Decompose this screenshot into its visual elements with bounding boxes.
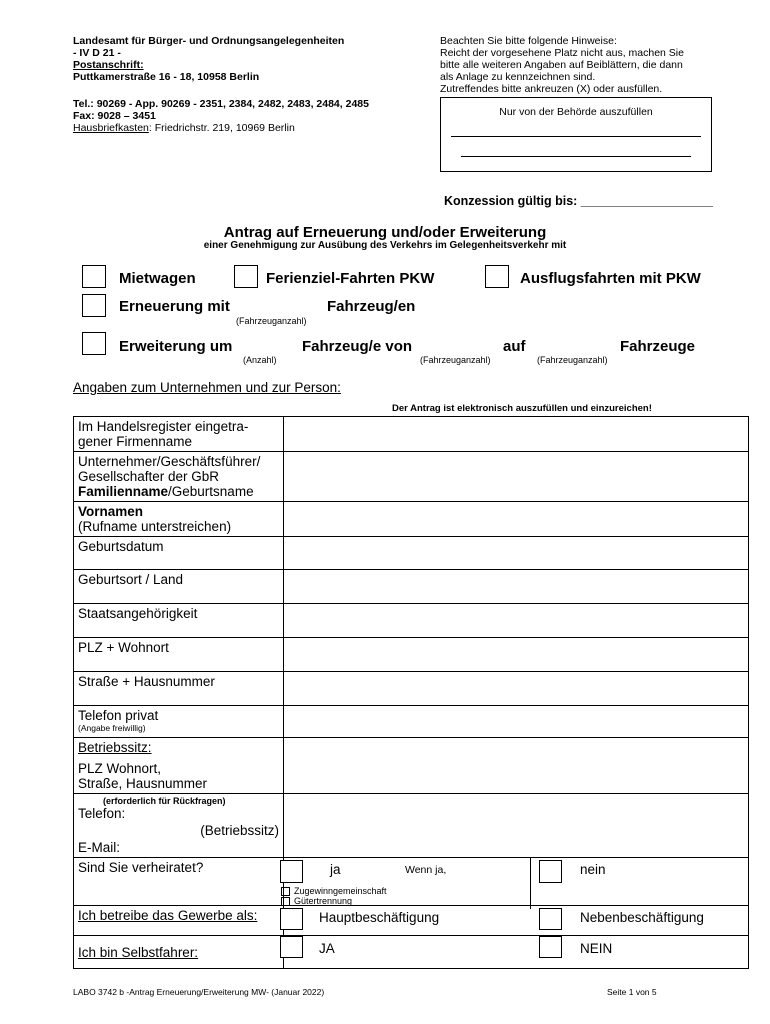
postal-address: Puttkamerstraße 16 - 18, 10958 Berlin: [73, 71, 260, 83]
zugewinn-label: Zugewinngemeinschaft: [294, 886, 387, 896]
guetertrennung-checkbox[interactable]: [281, 897, 290, 906]
telephone-line: Tel.: 90269 - App. 90269 - 2351, 2384, 2482, 2483, 2484, 2485: [73, 98, 369, 110]
notes-line: Beachten Sie bitte folgende Hinweise:: [440, 35, 617, 47]
mailbox-address: : Friedrichstr. 219, 10969 Berlin: [148, 122, 295, 134]
erweiterung-from: Fahrzeug/e von: [302, 338, 413, 355]
married-no-checkbox[interactable]: [539, 860, 562, 883]
fahrzeuganzahl-hint: (Fahrzeuganzahl): [537, 355, 608, 365]
erweiterung-label: Erweiterung um: [119, 338, 233, 355]
nationality-label: Staatsangehörigkeit: [74, 604, 284, 638]
applicant-form-table: [73, 416, 749, 969]
authority-box-line: [451, 136, 701, 137]
fax-line: Fax: 9028 – 3451: [73, 110, 156, 122]
authority-department: - IV D 21 -: [73, 47, 121, 59]
betriebssitz-hint: (Betriebssitz): [200, 823, 279, 838]
married-no-label: nein: [580, 862, 606, 877]
business-seat-plz: PLZ Wohnort,: [78, 761, 162, 776]
table-row: [74, 706, 749, 738]
side-occupation-label: Nebenbeschäftigung: [580, 910, 704, 925]
erneuerung-label: Erneuerung mit: [119, 298, 230, 315]
erneuerung-checkbox[interactable]: [82, 294, 106, 317]
self-driver-options: [284, 936, 749, 969]
ferienziel-checkbox[interactable]: [234, 265, 258, 288]
birth-date-label: Geburtsdatum: [74, 537, 284, 570]
firm-name-label: Im Handelsregister eingetra-gener Firmenname: [74, 417, 284, 452]
geburtsname-text: /Geburtsname: [168, 484, 254, 499]
phone-private-hint: (Angabe freiwillig): [78, 723, 146, 733]
business-seat-field[interactable]: [284, 738, 749, 794]
erneuerung-hint: (Fahrzeuganzahl): [236, 316, 307, 326]
footer-form-id: LABO 3742 b -Antrag Erneuerung/Erweiterung MW- (Januar 2022): [73, 987, 325, 997]
familienname-strong: Familienname: [78, 484, 169, 499]
postal-label: Postanschrift:: [73, 59, 144, 71]
table-row: [74, 537, 749, 570]
mailbox-label: Hausbriefkasten: [73, 122, 149, 134]
self-driver-label: Ich bin Selbstfahrer:: [74, 936, 284, 969]
street-label: Straße + Hausnummer: [74, 672, 284, 706]
mietwagen-checkbox[interactable]: [82, 265, 106, 288]
rueckfragen-hint: (erforderlich für Rückfragen): [103, 796, 226, 806]
phone-private-text: Telefon privat: [78, 708, 159, 723]
birth-date-field[interactable]: [284, 537, 749, 570]
authority-box-title: Nur von der Behörde auszufüllen: [499, 106, 653, 118]
married-divider: [530, 857, 531, 909]
trade-label: Ich betreibe das Gewerbe als:: [74, 906, 284, 936]
self-driver-no-label: NEIN: [580, 941, 613, 956]
mailbox-line: [73, 122, 295, 134]
unternehmer-text: Unternehmer/Geschäftsführer/: [78, 454, 261, 469]
nationality-field[interactable]: [284, 604, 749, 638]
table-row: [74, 936, 749, 969]
notes-line: Reicht der vorgesehene Platz nicht aus, machen Sie: [440, 47, 684, 59]
email-text: E-Mail:: [78, 840, 121, 855]
birth-place-field[interactable]: [284, 570, 749, 604]
table-row: [74, 570, 749, 604]
form-title: Antrag auf Erneuerung und/oder Erweiterung: [223, 224, 547, 241]
ferienziel-label: Ferienziel-Fahrten PKW: [266, 270, 435, 287]
concession-valid-until: Konzession gültig bis: ___________________: [444, 194, 713, 208]
table-row: [74, 452, 749, 502]
notes-line: bitte alle weiteren Angaben auf Beiblättern, die dann: [440, 59, 683, 71]
table-row: [74, 794, 749, 858]
phone-private-field[interactable]: [284, 706, 749, 738]
rufname-hint: (Rufname unterstreichen): [78, 519, 232, 534]
ausflug-label: Ausflugsfahrten mit PKW: [520, 270, 701, 287]
notes: [440, 35, 720, 95]
married-options: [284, 858, 749, 906]
birth-place-label: Geburtsort / Land: [74, 570, 284, 604]
firm-name-field[interactable]: [284, 417, 749, 452]
erweiterung-to: auf: [503, 338, 526, 355]
married-yes-checkbox[interactable]: [280, 860, 303, 883]
erweiterung-unit: Fahrzeuge: [620, 338, 696, 355]
table-row: [74, 638, 749, 672]
main-occupation-checkbox[interactable]: [280, 908, 303, 930]
table-row: [74, 502, 749, 537]
self-driver-no-checkbox[interactable]: [539, 936, 562, 958]
business-seat-heading: Betriebssitz:: [78, 740, 152, 755]
ausflug-checkbox[interactable]: [485, 265, 509, 288]
fahrzeuganzahl-hint: (Fahrzeuganzahl): [420, 355, 491, 365]
authority-box-line: [461, 156, 691, 157]
notes-line: als Anlage zu kennzeichnen sind.: [440, 71, 596, 83]
contact-field[interactable]: [284, 794, 749, 858]
erweiterung-checkbox[interactable]: [82, 332, 106, 355]
first-names-label: [74, 502, 284, 537]
contact-label: [74, 794, 284, 858]
form-subtitle: einer Genehmigung zur Ausübung des Verkehrs im Gelegenheitsverkehr mit: [203, 240, 567, 251]
table-row: [74, 604, 749, 638]
vornamen-text: Vornamen: [78, 504, 144, 519]
telefon-text: Telefon:: [78, 806, 126, 821]
familienname-text: [78, 484, 279, 499]
main-occupation-label: Hauptbeschäftigung: [319, 910, 440, 925]
if-yes-label: Wenn ja,: [405, 864, 447, 876]
zugewinn-checkbox[interactable]: [281, 887, 290, 896]
erneuerung-unit: Fahrzeug/en: [327, 298, 416, 315]
zip-city-field[interactable]: [284, 638, 749, 672]
gesellschafter-text: Gesellschafter der GbR: [78, 469, 220, 484]
self-driver-yes-label: JA: [319, 941, 335, 956]
table-row: [74, 417, 749, 452]
street-field[interactable]: [284, 672, 749, 706]
zip-city-label: PLZ + Wohnort: [74, 638, 284, 672]
footer-page-number: Seite 1 von 5: [607, 987, 657, 997]
authority-name: Landesamt für Bürger- und Ordnungsangelegenheiten: [73, 35, 345, 47]
guetertrennung-label: Gütertrennung: [294, 896, 353, 906]
business-seat-label: [74, 738, 284, 794]
electronic-note: Der Antrag ist elektronisch auszufüllen und einzureichen!: [392, 403, 652, 414]
self-driver-yes-checkbox[interactable]: [280, 936, 303, 958]
mietwagen-label: Mietwagen: [119, 270, 196, 287]
surname-label: [74, 452, 284, 502]
authority-only-box: [440, 97, 712, 172]
section-heading: Angaben zum Unternehmen und zur Person:: [73, 380, 341, 395]
table-row: [74, 672, 749, 706]
anzahl-hint: (Anzahl): [243, 355, 277, 365]
phone-private-label: [74, 706, 284, 738]
married-label: Sind Sie verheiratet?: [74, 858, 284, 906]
table-row: [74, 738, 749, 794]
notes-line: Zutreffendes bitte ankreuzen (X) oder ausfüllen.: [440, 83, 663, 95]
business-seat-street: Straße, Hausnummer: [78, 776, 208, 791]
first-names-field[interactable]: [284, 502, 749, 537]
side-occupation-checkbox[interactable]: [539, 908, 562, 930]
surname-field[interactable]: [284, 452, 749, 502]
married-yes-label: ja: [330, 862, 341, 877]
